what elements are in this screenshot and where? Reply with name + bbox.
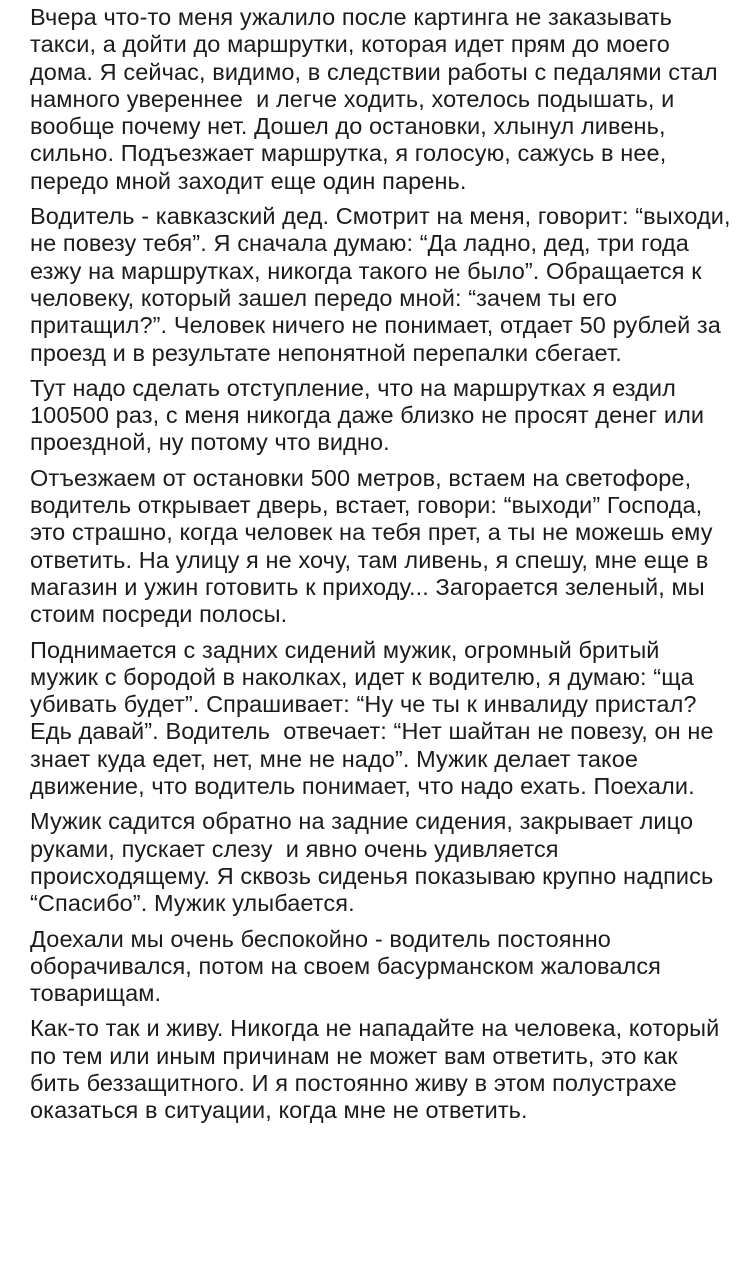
- paragraph: Как-то так и живу. Никогда не нападайте на человека, который по тем или иным причинам не может вам ответить, это как бить беззащитного. И я постоянно живу в этом полустрахе оказаться в ситуации, когда мне не ответить.: [30, 1015, 726, 1124]
- paragraph: Мужик садится обратно на задние сидения, закрывает лицо руками, пускает слезу и явно очень удивляется происходящему. Я сквозь сиденья показываю крупно надпись “Спасибо”. Мужик улыбается.: [30, 808, 720, 917]
- paragraph: Поднимается с задних сидений мужик, огромный бритый мужик с бородой в наколках, идет к водителю, я думаю: “ща убивать будет”. Спрашивает: “Ну че ты к инвалиду пристал? Едь давай”. Водитель отвечает: “Нет шайтан не повезу, он не знает куда едет, нет, мне не надо”. Мужик делает такое движение, что водитель понимает, что надо ехать. Поехали.: [30, 636, 721, 800]
- paragraph: Водитель - кавказский дед. Смотрит на меня, говорит: “выходи, не повезу тебя”. Я сначала думаю: “Да ладно, дед, три года езжу на маршрутках, никогда такого не было”. Обращается к человеку, который зашел передо мной: “зачем ты его притащил?”. Человек ничего не понимает, отдает 50 рублей за проезд и в результате непонятной перепалки сбегает.: [30, 203, 738, 366]
- paragraph: Доехали мы очень беспокойно - водитель постоянно оборачивался, потом на своем басурманском жаловался товарищам.: [30, 925, 668, 1007]
- paragraph: Тут надо сделать отступление, что на маршрутках я ездил 100500 раз, с меня никогда даже близко не просят денег или проездной, ну потому что видно.: [30, 374, 711, 456]
- paragraph: Вчера что-то меня ужалило после картинга не заказывать такси, а дойти до маршрутки, которая идет прям до моего дома. Я сейчас, видимо, в следствии работы с педалями стал намного увереннее и легче ходить, хотелось подышать, и вообще почему нет. Дошел до остановки, хлынул ливень, сильно. Подъезжает маршрутка, я голосую, сажусь в нее, передо мной заходит еще один парень.: [30, 4, 725, 194]
- paragraph: Отъезжаем от остановки 500 метров, встаем на светофоре, водитель открывает дверь, встает, говори: “выходи” Господа, это страшно, когда человек на тебя прет, а ты не можешь ему ответить. На улицу я не хочу, там ливень, я спешу, мне еще в магазин и ужин готовить к приходу... Загорается зеленый, мы стоим посреди полосы.: [30, 464, 720, 628]
